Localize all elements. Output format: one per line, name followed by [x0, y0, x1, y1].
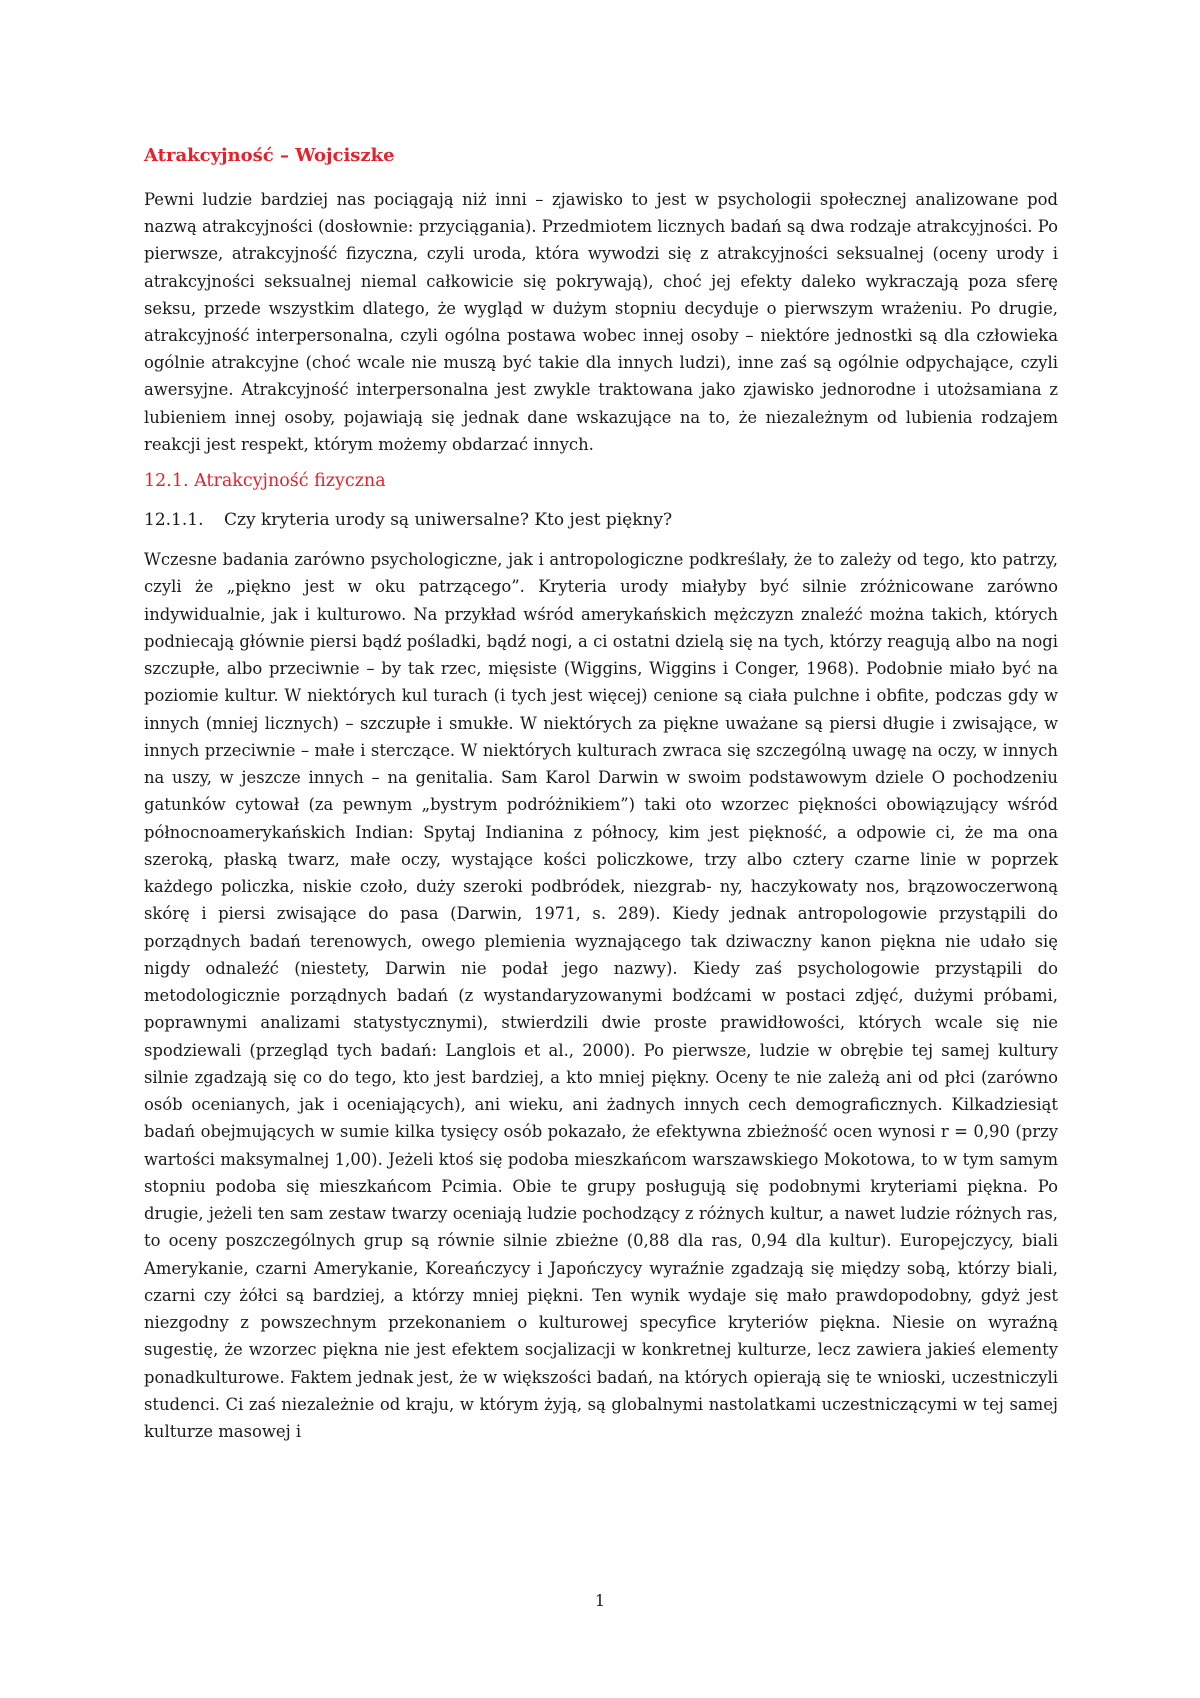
- document-title: Atrakcyjność – Wojciszke: [144, 145, 395, 166]
- page-number: 1: [594, 1591, 606, 1610]
- section-heading: 12.1. Atrakcyjność fizyczna: [144, 471, 386, 492]
- subsection-heading: [144, 507, 1058, 534]
- subsection-number: 12.1.1.: [144, 510, 204, 531]
- intro-paragraph: Pewni ludzie bardziej nas pociągają niż inni – zjawisko to jest w psychologii społecznej analizowane pod nazwą atrakcyjności (dosłownie: przyciągania). Przedmiotem licznych badań są dwa rodzaje atrakcyjności. Po pierwsze, atrakcyjność fizyczna, czyli uroda, która wywodzi się z atrakcyjności seksualnej (oceny urody i atrakcyjności seksualnej niemal całkowicie się pokrywają), choć jej efekty daleko wykraczają poza sferę seksu, przede wszystkim dlatego, że wygląd w dużym stopniu decyduje o pierwszym wrażeniu. Po drugie, atrakcyjność interpersonalna, czyli ogólna postawa wobec innej osoby – niektóre jednostki są dla człowieka ogólnie atrakcyjne (choć wcale nie muszą być takie dla innych ludzi), inne zaś są ogólnie odpychające, czyli awersyjne. Atrakcyjność interpersonalna jest zwykle traktowana jako zjawisko jednorodne i utożsamiana z lubieniem innej osoby, pojawiają się jednak dane wskazujące na to, że niezależnym od lubienia rodzajem reakcji jest respekt, którym możemy obdarzać innych.: [144, 190, 1058, 454]
- subsection-title: Czy kryteria urody są uniwersalne? Kto jest piękny?: [224, 510, 673, 531]
- body-paragraph: Wczesne badania zarówno psychologiczne, jak i antropologiczne podkreślały, że to zależy od tego, kto patrzy, czyli że „piękno jest w oku patrzącego”. Kryteria urody miałyby być silnie zróżnicowane zarówno indywidualnie, jak i kulturowo. Na przykład wśród amerykańskich mężczyzn znaleźć można takich, których podniecają głównie piersi bądź pośladki, bądź nogi, a ci ostatni dzielą się na tych, którzy reagują albo na nogi szczupłe, albo przeciwnie – by tak rzec, mięsiste (Wiggins, Wiggins i Conger, 1968). Podobnie miało być na poziomie kultur. W niektórych kul turach (i tych jest więcej) cenione są ciała pulchne i obfite, podczas gdy w innych (mniej licznych) – szczupłe i smukłe. W niektórych za piękne uważane są piersi długie i zwisające, w innych przeciwnie – małe i sterczące. W niektórych kulturach zwraca się szczególną uwagę na oczy, w innych na uszy, w jeszcze innych – na genitalia. Sam Karol Darwin w swoim podstawowym dziele O pochodzeniu gatunków cytował (za pewnym „bystrym podróżnikiem”) taki oto wzorzec piękności obowiązujący wśród północnoamerykańskich Indian: Spytaj Indianina z północy, kim jest piękność, a odpowie ci, że ma ona szeroką, płaską twarz, małe oczy, wystające kości policzkowe, trzy albo cztery czarne linie w poprzek każdego policzka, niskie czoło, duży szeroki podbródek, niezgrab- ny, haczykowaty nos, brązowoczerwoną skórę i piersi zwisające do pasa (Darwin, 1971, s. 289). Kiedy jednak antropologowie przystąpili do porządnych badań terenowych, owego plemienia wyznającego tak dziwaczny kanon piękna nie udało się nigdy odnaleźć (niestety, Darwin nie podał jego nazwy). Kiedy zaś psychologowie przystąpili do metodologicznie porządnych badań (z wystandaryzowanymi bodźcami w postaci zdjęć, dużymi próbami, poprawnymi analizami statystycznymi), stwierdzili dwie proste prawidłowości, których wcale się nie spodziewali (przegląd tych badań: Langlois et al., 2000). Po pierwsze, ludzie w obrębie tej samej kultury silnie zgadzają się co do tego, kto jest bardziej, a kto mniej piękny. Oceny te nie zależą ani od płci (zarówno osób ocenianych, jak i oceniających), ani wieku, ani żadnych innych cech demograficznych. Kilkadziesiąt badań obejmujących w sumie kilka tysięcy osób pokazało, że efektywna zbieżność ocen wynosi r = 0,90 (przy wartości maksymalnej 1,00). Jeżeli ktoś się podoba mieszkańcom warszawskiego Mokotowa, to w tym samym stopniu podoba się mieszkańcom Pcimia. Obie te grupy posługują się podobnymi kryteriami piękna. Po drugie, jeżeli ten sam zestaw twarzy oceniają ludzie pochodzący z różnych kultur, a nawet ludzie różnych ras, to oceny poszczególnych grup są równie silnie zbieżne (0,88 dla ras, 0,94 dla kultur). Europejczycy, biali Amerykanie, czarni Amerykanie, Koreańczycy i Japończycy wyraźnie zgadzają się między sobą, którzy biali, czarni czy żółci są bardziej, a którzy mniej piękni. Ten wynik wydaje się mało prawdopodobny, gdyż jest niezgodny z powszechnym przekonaniem o kulturowej specyfice kryteriów piękna. Niesie on wyraźną sugestię, że wzorzec piękna nie jest efektem socjalizacji w konkretnej kulturze, lecz zawiera jakieś elementy ponadkulturowe. Faktem jednak jest, że w większości badań, na których opierają się te wnioski, uczestniczyli studenci. Ci zaś niezależnie od kraju, w którym żyją, są globalnymi nastolatkami uczestniczącymi w tej samej kulturze masowej i: [144, 550, 1058, 1442]
- page-content: [144, 142, 1058, 1455]
